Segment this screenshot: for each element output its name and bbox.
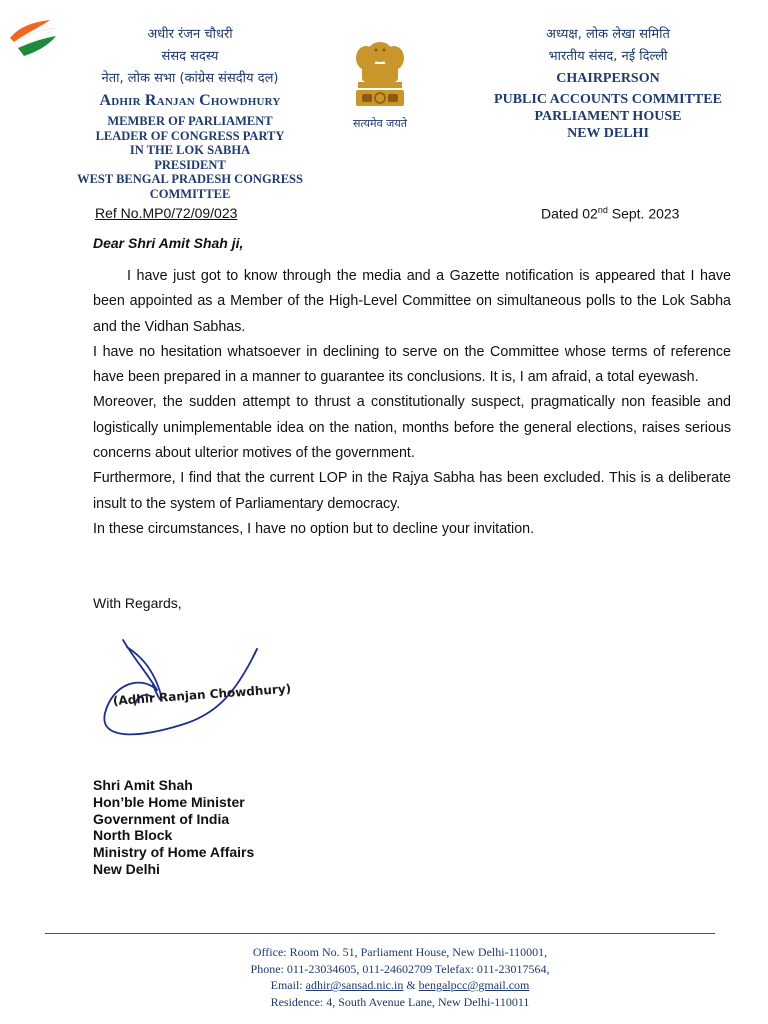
email-link-bengalpcc[interactable]: bengalpcc@gmail.com [418,978,530,992]
header-left-titles [40,114,340,201]
title-pac: PUBLIC ACCOUNTS COMMITTEE [494,92,722,107]
paragraph: I have just got to know through the media and a Gazette notification is appeared that I have been appointed as a Member of the High-Level Committee on simultaneous polls to the Lok Sabha and the Vidhan Sabhas. [93,268,731,335]
letter-body [93,264,731,542]
hindi-parliament: भारतीय संसद, नई दिल्ली [548,49,668,64]
header-right-hindi [478,24,738,68]
footer-office: Office: Room No. 51, Parliament House, New Delhi-110001, [252,945,548,959]
salutation: Dear Shri Amit Shah ji, [93,235,244,251]
letter-date: Dated 02nd Sept. 2023 [541,205,680,222]
footer-email: Email: adhir@sansad.nic.in & bengalpcc@gmail.com [270,978,530,992]
hindi-name: अधीर रंजन चौधरी [147,27,233,42]
addressee-line: Government of India [93,810,230,827]
national-emblem-icon [340,34,420,114]
reference-number: Ref No.MP0/72/09/023 [95,205,238,221]
header-right-titles [478,70,738,142]
emblem-motto: सत्यमेव जयते [352,117,407,130]
addressee-line: Hon’ble Home Minister [93,793,245,810]
footer [150,944,650,1010]
addressee-line: Shri Amit Shah [93,777,193,793]
footer-divider [45,933,715,934]
title-chairperson: CHAIRPERSON [556,71,660,86]
sender-name: Adhir Ranjan Chowdhury [99,92,281,109]
title-loksabha: IN THE LOK SABHA [129,143,251,157]
addressee-line: New Delhi [93,860,160,877]
footer-residence: Residence: 4, South Avenue Lane, New Delhi-110011 [270,994,530,1009]
paragraph: I have no hesitation whatsoever in declining to serve on the Committee whose terms of reference have been prepared in a manner to guarantee its conclusions. It is, I am afraid, a total eyewash. [93,343,731,386]
footer-phone: Phone: 011-23034605, 011-24602709 Telefax: 011-23017564, [250,961,550,976]
header-left-hindi [40,24,340,90]
paragraph: Moreover, the sudden attempt to thrust a constitutionally suspect, pragmatically non feasible and logistically unimplementable idea on the nation, months before the general elections, raises serious concerns about ulterior motives of the government. [93,394,731,462]
title-new-delhi: NEW DELHI [567,126,649,141]
addressee-line: North Block [93,827,173,844]
title-president: PRESIDENT [154,157,226,172]
title-wbpcc: WEST BENGAL PRADESH CONGRESS COMMITTEE [77,172,303,201]
addressee-line: Ministry of Home Affairs [93,844,255,861]
email-link-adhir[interactable]: adhir@sansad.nic.in [305,978,404,992]
addressee-block [93,777,254,878]
title-mp: MEMBER OF PARLIAMENT [107,114,273,128]
hindi-leader: नेता, लोक सभा (कांग्रेस संसदीय दल) [101,71,279,86]
paragraph: In these circumstances, I have no option but to decline your invitation. [93,520,535,537]
hindi-mp: संसद सदस्य [161,49,219,64]
paragraph: Furthermore, I find that the current LOP in the Rajya Sabha has been excluded. This is a deliberate insult to the system of Parliamentary democracy. [93,470,731,512]
title-parliament-house: PARLIAMENT HOUSE [534,109,682,124]
signature-caption: (Adhir Ranjan Chowdhury) [112,681,292,708]
hindi-chair: अध्यक्ष, लोक लेखा समिति [546,27,670,42]
title-leader: LEADER OF CONGRESS PARTY [95,128,285,143]
closing: With Regards, [93,595,182,611]
